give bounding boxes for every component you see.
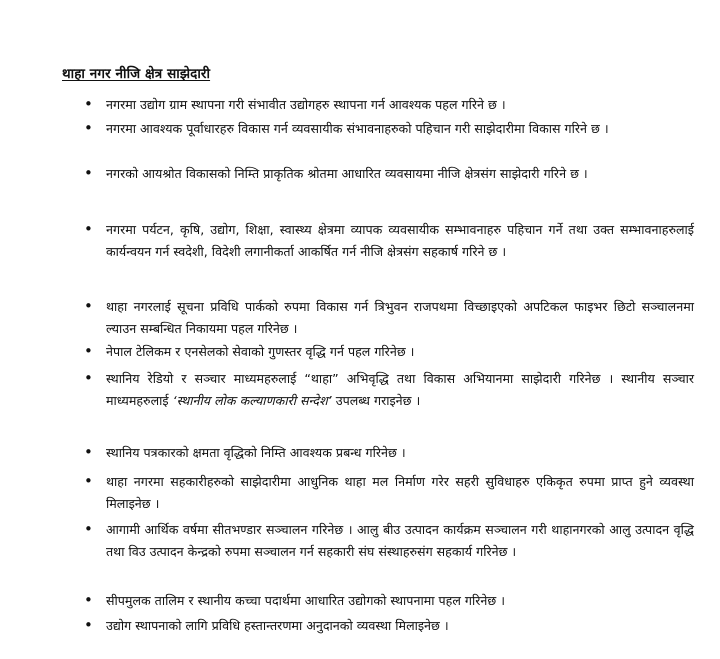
emphasized-message: ‘स्थानीय लोक कल्याणकारी सन्देश’ [172, 392, 332, 408]
list-item-text: स्थानिय पत्रकारको क्षमता वृद्धिको निम्ति आवश्यक प्रबन्ध गरिनेछ । [106, 445, 406, 460]
list-item-text: नगरको आयश्रोत विकासको निम्ति प्राकृतिक श्रोतमा आधारित व्यवसायमा नीजि क्षेत्रसंग साझेदारी गरिने छ । [106, 166, 588, 181]
bullet-icon: • [84, 220, 93, 238]
bullet-icon: • [84, 95, 93, 113]
list-item-text: नगरमा पर्यटन, कृषि, उद्योग, शिक्षा, स्वास्थ्य क्षेत्रमा व्यापक व्यवसायीक सम्भावनाहरु पहिचान गर्ने तथा उक्त सम्भावनाहरुलाई कार्यन्वयन गर्न स्वदेशी, विदेशी लगानीकर्ता आकर्षित गर्न नीजि क्षेत्रसंग सहकार्ष गरिने छ । [106, 222, 694, 259]
bullet-icon: • [84, 472, 93, 490]
bullet-icon: • [84, 443, 93, 461]
bullet-icon: • [84, 119, 93, 137]
bullet-icon: • [84, 164, 93, 182]
list-item-text: थाहा नगरलाई सूचना प्रविधि पार्कको रुपमा विकास गर्न त्रिभुवन राजपथमा विच्छाइएको अपटिकल फाइभर छिटो सञ्चालनमा ल्याउन सम्बन्धित निकायमा पहल गरिनेछ । [106, 299, 694, 336]
list-item-text-part: स्थानिय रेडियो र सञ्चार माध्यमहरुलाई “थाहा” अभिवृद्धि तथा विकास अभियानमा साझेदारी गरिनेछ । स्थानीय सञ्चार माध्यमहरुलाई [106, 371, 694, 408]
bullet-icon: • [84, 297, 93, 315]
list-item-text: आगामी आर्थिक वर्षमा सीतभण्डार सञ्चालन गरिनेछ । आलु बीउ उत्पादन कार्यक्रम सञ्चालन गरी थाहानगरको आलु उत्पादन वृद्धि तथा विउ उत्पादन केन्द्रको रुपमा सञ्चालन गर्न सहकारी संघ संस्थाहरुसंग सहकार्य गरिनेछ । [106, 522, 694, 559]
list-item-text-part: उपलब्ध गराइनेछ । [331, 392, 421, 408]
list-item-text: नगरमा आवश्यक पूर्वाधारहरु विकास गर्न व्यवसायीक संभावनाहरुको पहिचान गरी साझेदारीमा विकास गरिने छ । [106, 121, 609, 136]
bullet-icon: • [84, 616, 93, 634]
section-heading: थाहा नगर नीजि क्षेत्र साझेदारी [62, 66, 211, 82]
bullet-icon: • [84, 591, 93, 609]
list-item-text: नेपाल टेलिकम र एनसेलको सेवाको गुणस्तर वृद्धि गर्न पहल गरिनेछ । [106, 344, 415, 359]
bullet-icon: • [84, 369, 93, 387]
list-item-text: थाहा नगरमा सहकारीहरुको साझेदारीमा आधुनिक थाहा मल निर्माण गरेर सहरी सुविधाहरु एकिकृत रुपमा प्राप्त हुने व्यवस्था मिलाइनेछ । [106, 474, 694, 511]
list-item-text: उद्योग स्थापनाको लागि प्रविधि हस्तान्तरणमा अनुदानको व्यवस्था मिलाइनेछ । [106, 618, 449, 633]
bullet-icon: • [84, 520, 93, 538]
list-item-text: सीपमुलक तालिम र स्थानीय कच्चा पदार्थमा आधारित उद्योगको स्थापनामा पहल गरिनेछ । [106, 593, 505, 608]
bullet-icon: • [84, 342, 93, 360]
list-item-text [106, 368, 694, 411]
list-item-text: नगरमा उद्योग ग्राम स्थापना गरी संभावीत उद्योगहरु स्थापना गर्न आवश्यक पहल गरिने छ । [106, 97, 506, 112]
